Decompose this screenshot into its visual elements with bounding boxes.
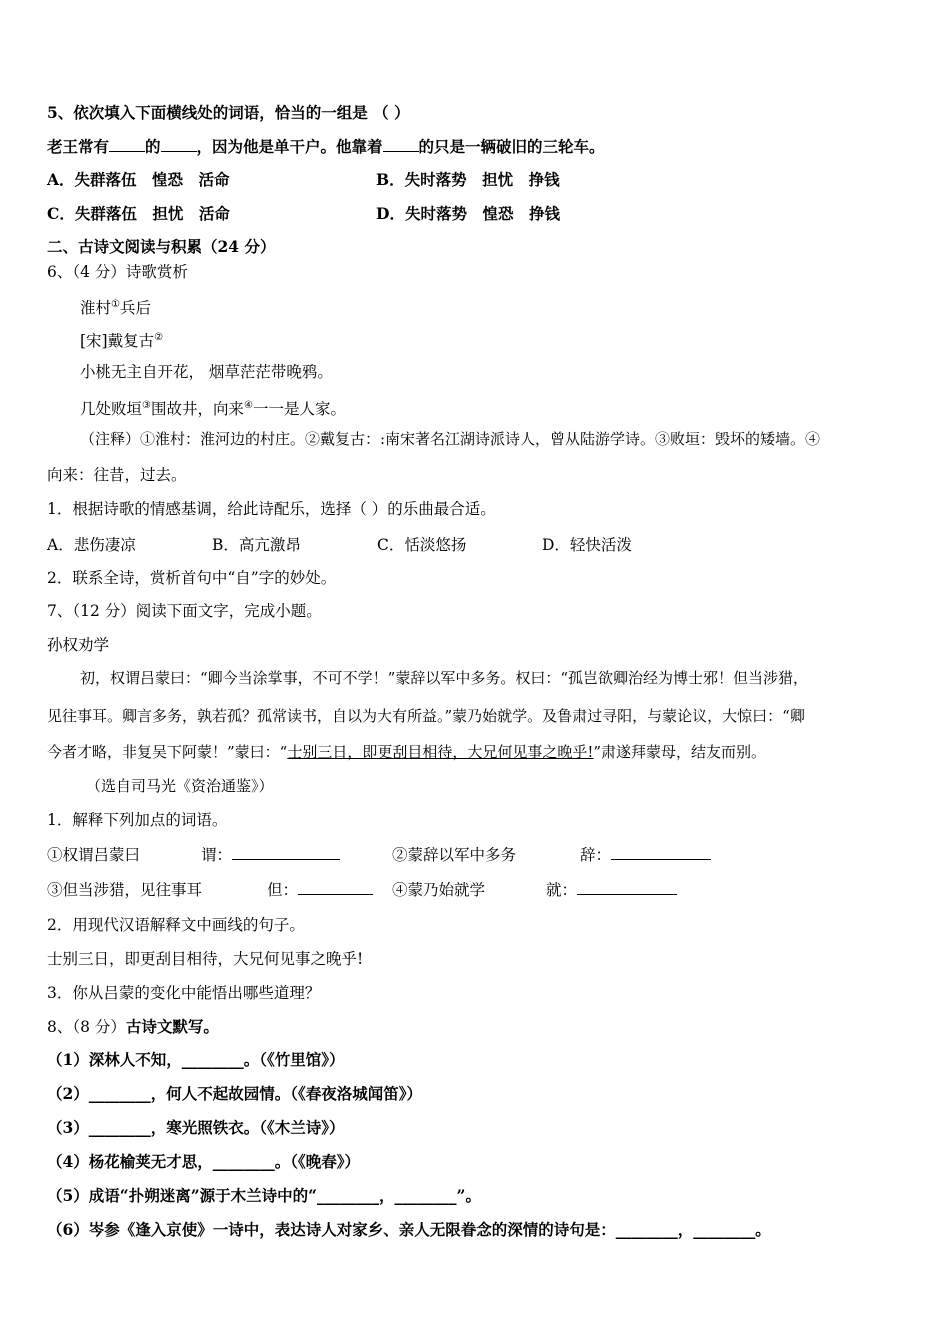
q7-item-2-answer <box>580 843 711 865</box>
q7-item-4-blank <box>577 878 677 895</box>
q5-option-d: D．失时落势 惶恐 挣钱 <box>376 204 560 223</box>
q5-sentence-part-a: 老王常有 <box>47 137 110 156</box>
q8-item-6: （6）岑参《逢入京使》一诗中，表达诗人对家乡、亲人无限眷念的深情的诗句是：________，________。 <box>47 1220 771 1239</box>
q7-item-3-blank <box>298 878 373 895</box>
q7-item-1-phrase: ①权谓吕蒙曰 <box>47 846 141 864</box>
q5-option-a: A．失群落伍 惶恐 活命 <box>47 170 230 189</box>
q7-passage-line-1: 初，权谓吕蒙曰：“卿今当涂掌事，不可不学！”蒙辞以军中多务。权曰：“孤岂欲卿治经为博士邪！但当涉猎， <box>80 669 809 687</box>
poem-line-2 <box>80 395 346 420</box>
poem-author-note: ② <box>154 332 164 343</box>
q5-sentence-part-d: 的只是一辆破旧的三轮车。 <box>418 137 605 156</box>
q7-passage-line-3 <box>47 741 766 763</box>
q8-stem <box>47 1016 219 1038</box>
q7-passage-title: 孙权劝学 <box>47 636 110 654</box>
q6-sub2: 2．联系全诗，赏析首句中“自”字的妙处。 <box>47 569 337 587</box>
q6-sub1: 1．根据诗歌的情感基调，给此诗配乐，选择（ ）的乐曲最合适。 <box>47 500 496 518</box>
q8-stem-number: 8、（8 分） <box>47 1018 126 1036</box>
q8-item-3: （3）________，寒光照铁衣。（《木兰诗》） <box>47 1118 345 1137</box>
poem-title <box>80 294 151 319</box>
q8-item-2: （2）________，何人不起故园情。（《春夜洛城闻笛》） <box>47 1084 423 1103</box>
q7-item-3-phrase: ③但当涉猎，见往事耳 <box>47 881 203 899</box>
q5-blank-3 <box>383 135 419 152</box>
q5-sentence-part-c: ，因为他是单干户。他靠着 <box>196 137 383 156</box>
q6-sub1-option-b: B．高亢激昂 <box>212 536 301 554</box>
poem-line-1: 小桃无主自开花， 烟草茫茫带晚鸦。 <box>80 363 333 381</box>
q7-item-4-phrase: ④蒙乃始就学 <box>392 881 486 899</box>
q8-item-1: （1）深林人不知，________。（《竹里馆》） <box>47 1050 345 1069</box>
q8-item-5: （5）成语“扑朔迷离”源于木兰诗中的“________，________”。 <box>47 1186 481 1205</box>
q7-item-1-answer <box>201 843 340 865</box>
q7-sub1: 1．解释下列加点的词语。 <box>47 811 228 829</box>
q7-passage-line-3-a: 今者才略，非复吴下阿蒙！”蒙曰：“ <box>47 743 288 761</box>
q7-item-3-word: 但： <box>267 881 299 899</box>
poem-notes-line-2: 向来：往昔，过去。 <box>47 466 187 484</box>
q6-stem: 6、（4 分）诗歌赏析 <box>47 263 188 281</box>
q7-item-1-word: 谓： <box>201 846 233 864</box>
q6-sub1-option-d: D．轻快活泼 <box>542 536 632 554</box>
poem-line-2-a: 几处败垣 <box>80 400 143 418</box>
q7-item-2-word: 辞： <box>580 846 612 864</box>
q7-passage-line-2: 见往事耳。卿言多务，孰若孤？孤常读书，自以为大有所益。”蒙乃始就学。及鲁肃过寻阳，与蒙论议，大惊曰：“卿 <box>47 707 805 725</box>
poem-line-2-c: 一一是人家。 <box>252 400 346 418</box>
q6-sub1-option-c: C．恬淡悠扬 <box>377 536 467 554</box>
q7-item-4-answer <box>546 878 677 900</box>
q6-sub1-option-a: A．悲伤凄凉 <box>47 536 136 554</box>
q5-sentence-part-b: 的 <box>145 137 161 156</box>
q7-underlined-sentence: 士别三日，即更刮目相待，大兄何见事之晚乎! <box>287 743 594 761</box>
poem-title-end: 兵后 <box>119 299 151 317</box>
poem-line-2-b: 围故井，向来 <box>150 400 244 418</box>
section-title: 二、古诗文阅读与积累（24 分） <box>47 237 276 256</box>
q7-item-2-phrase: ②蒙辞以军中多务 <box>392 846 517 864</box>
q8-stem-text: 古诗文默写。 <box>125 1017 219 1036</box>
q5-option-b: B．失时落势 担忧 挣钱 <box>376 170 560 189</box>
q7-stem: 7、（12 分）阅读下面文字，完成小题。 <box>47 602 322 620</box>
poem-notes-line-1: （注释）①淮村：淮河边的村庄。②戴复古：:南宋著名江湖诗派诗人，曾从陆游学诗。③败垣：毁坏的矮墙。④ <box>80 430 821 448</box>
q8-item-4: （4）杨花榆荚无才思，________。（《晚春》） <box>47 1152 361 1171</box>
q7-passage-line-3-b: ”肃遂拜蒙母，结友而别。 <box>593 743 767 761</box>
q7-item-1-blank <box>232 843 340 860</box>
q7-item-4-word: 就： <box>546 881 578 899</box>
q5-sentence <box>47 135 605 158</box>
q5-option-c: C．失群落伍 担忧 活命 <box>47 204 230 223</box>
poem-line-2-note-3: ③ <box>142 400 151 411</box>
q7-source: （选自司马光《资治通鉴》） <box>86 777 274 795</box>
q7-sub2-sentence: 士别三日，即更刮目相待，大兄何见事之晚乎! <box>47 950 364 968</box>
q7-sub3: 3．你从吕蒙的变化中能悟出哪些道理？ <box>47 984 321 1002</box>
poem-title-note: ① <box>111 299 120 310</box>
q7-item-2-blank <box>611 843 711 860</box>
poem-author-text: [宋]戴复古 <box>80 332 155 350</box>
q5-blank-2 <box>161 135 197 152</box>
q5-stem: 5、依次填入下面横线处的词语，恰当的一组是 （ ） <box>47 103 410 122</box>
q7-item-3-answer <box>267 878 373 900</box>
q7-sub2: 2．用现代汉语解释文中画线的句子。 <box>47 916 305 934</box>
q5-blank-1 <box>109 135 145 152</box>
poem-title-text: 淮村 <box>80 299 112 317</box>
poem-line-2-note-4: ④ <box>244 400 253 411</box>
poem-author <box>80 327 163 352</box>
